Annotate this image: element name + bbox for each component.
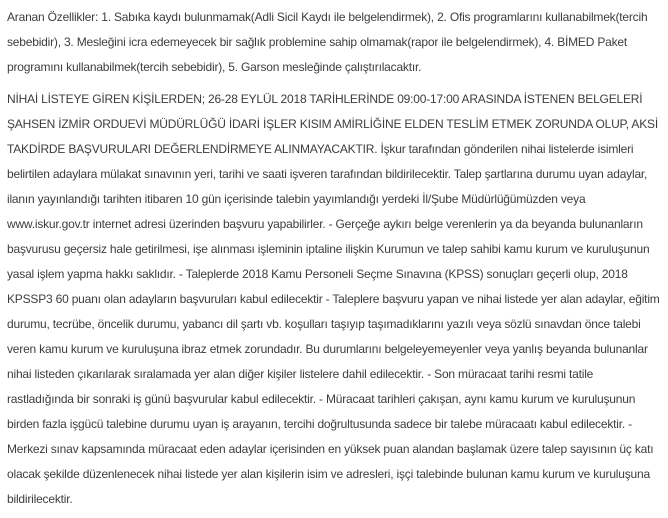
- application-instructions-paragraph: NİHAİ LİSTEYE GİREN KİŞİLERDEN; 26-28 EYLÜL 2018 TARİHLERİNDE 09:00-17:00 ARASINDA İSTENEN BELGELERİ ŞAHSEN İZMİR ORDUEVİ MÜDÜRLÜĞÜ İDARİ İŞLER KISIM AMİRLİĞİNE ELDEN TESLİM ETMEK ZORUNDA OLUP, AKSİ TAKDİRDE BAŞVURULARI DEĞERLENDİRMEYE ALINMAYACAKTIR. İşkur tarafından gönderilen nihai listelerde isimleri belirtilen adaylara mülakat sınavının yeri, tarihi ve saati işveren tarafından bildirilecektir. Talep şartlarına durumu uyan adaylar, ilanın yayınlandığı tarihten itibaren 10 gün içerisinde talebin yayımlandığı yerdeki İl/Şube Müdürlüğümüzden veya www.iskur.gov.tr internet adresi üzerinden başvuru yapabilirler. - Gerçeğe aykırı belge verenlerin ya da beyanda bulunanların başvurusu geçersiz hale getirilmesi, işe alınması işleminin iptaline ilişkin Kurumun ve talep sahibi kamu kurum ve kuruluşunun yasal işlem yapma hakkı saklıdır. - Taleplerde 2018 Kamu Personeli Seçme Sınavına (KPSS) sonuçları geçerli olup, 2018 KPSSP3 60 puanı olan adayların başvuruları kabul edilecektir - Taleplere başvuru yapan ve nihai listede yer alan adaylar, eğitim durumu, tecrübe, öncelik durumu, yabancı dil şartı vb. koşulları taşıyıp taşımadıklarını yazılı veya sözlü sınavdan önce talebi veren kamu kurum ve kuruluşuna ibraz etmek zorundadır. Bu durumlarını belgeleyemeyenler veya yanlış beyanda bulunanlar nihai listeden çıkarılarak sıralamada yer alan diğer kişiler listelere dahil edilecektir. - Son müracaat tarihi resmi tatile rastladığında bir sonraki iş günü başvurular kabul edilecektir. - Müracaat tarihleri çakışan, aynı kamu kurum ve kuruluşunun birden fazla işgücü talebine durumu uyan iş arayanın, tercihi doğrultusunda sadece bir talebe müracaatı kabul edilecektir. - Merkezi sınav kapsamında müracaat eden adaylar içerisinden en yüksek puan alandan başlamak üzere talep sayısının üç katı olacak şekilde düzenlenecek nihai listede yer alan kişilerin isim ve adresleri, işçi talebinde bulunan kamu kurum ve kuruluşuna bildirilecektir.: [7, 92, 660, 506]
- requirements-paragraph: Aranan Özellikler: 1. Sabıka kaydı bulunmamak(Adli Sicil Kaydı ile belgelendirmek), 2. Ofis programlarını kullanabilmek(tercih sebebidir), 3. Mesleğini icra edemeyecek bir sağlık problemine sahip olmamak(rapor ile belgelendirmek), 4. BİMED Paket programını kullanabilmek(tercih sebebidir), 5. Garson mesleğinde çalıştırılacaktır.: [7, 10, 648, 74]
